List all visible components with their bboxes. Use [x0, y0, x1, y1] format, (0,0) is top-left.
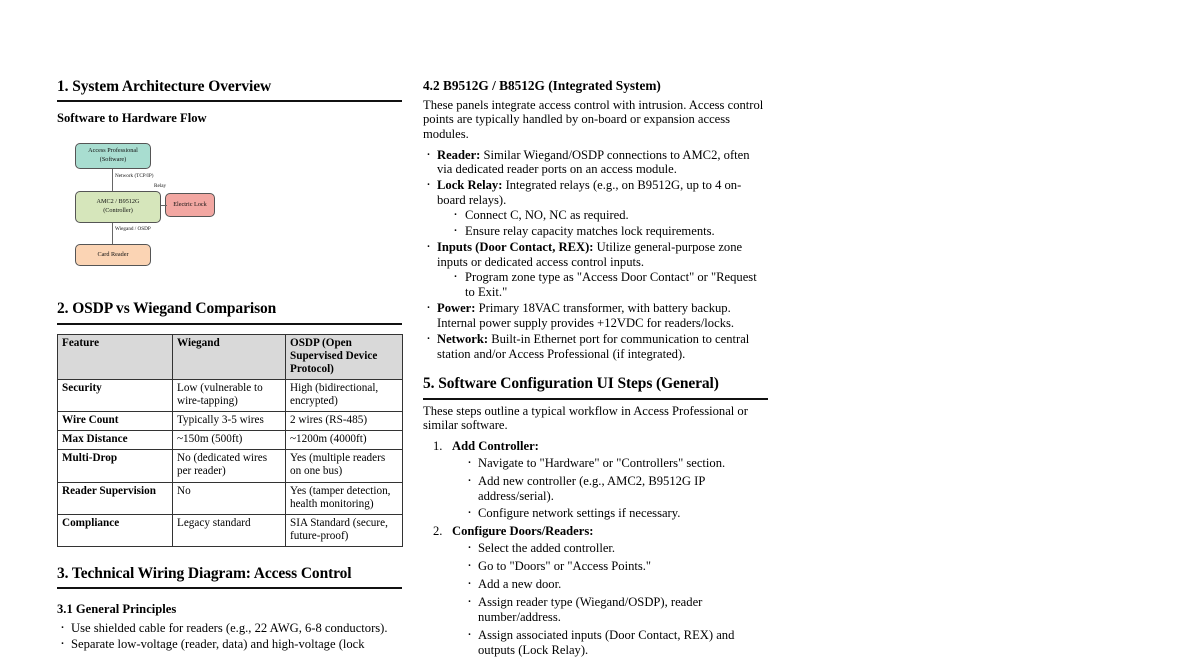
- list-item-label: Power:: [437, 300, 476, 315]
- sub-list-item: · Assign associated inputs (Door Contact, REX) and outputs (Lock Relay).: [464, 628, 768, 658]
- section-5-paragraph: These steps outline a typical workflow in Access Professional or similar software.: [423, 403, 748, 433]
- table-header-osdp: OSDP (Open Supervised Device Protocol): [286, 334, 403, 379]
- section-5-heading: 5. Software Configuration UI Steps (General): [423, 375, 768, 399]
- list-item-text: Primary 18VAC transformer, with battery backup. Internal power supply provides +12VDC for readers/locks.: [437, 300, 735, 330]
- table-header-row: [58, 334, 403, 379]
- section-1-heading: 1. System Architecture Overview: [57, 78, 402, 102]
- sub-list-item: · Select the added controller.: [464, 541, 768, 556]
- cell-wiegand: Legacy standard: [173, 514, 286, 546]
- sub-list-item: · Add a new door.: [464, 577, 768, 592]
- software-to-hardware-flow-heading: Software to Hardware Flow: [57, 111, 207, 126]
- node-lock-line1: Electric Lock: [173, 200, 207, 208]
- sub-list-item: · Ensure relay capacity matches lock requirements.: [451, 224, 768, 239]
- table-row: [58, 431, 403, 450]
- table-row: [58, 412, 403, 431]
- node-software-line1: Access Professional: [88, 147, 138, 155]
- section-3-1-heading: 3.1 General Principles: [57, 602, 177, 617]
- list-item-label: Reader:: [437, 147, 481, 162]
- sub-list-item: · Connect C, NO, NC as required.: [451, 208, 768, 223]
- node-software-line2: (Software): [99, 156, 127, 164]
- table-header-feature: Feature: [58, 334, 173, 379]
- list-item-label: Lock Relay:: [437, 178, 503, 193]
- cell-feature: Multi-Drop: [58, 450, 173, 482]
- table-header-wiegand: Wiegand: [173, 334, 286, 379]
- diagram-edge-software-to-controller: [112, 169, 113, 191]
- step-label: Add Controller:: [452, 438, 539, 453]
- diagram-node-software: [75, 143, 151, 169]
- list-item: [423, 301, 768, 331]
- architecture-flow-diagram: [57, 139, 402, 271]
- table-row: [58, 379, 403, 411]
- sub-list-item: · Navigate to "Hardware" or "Controllers" section.: [464, 456, 768, 471]
- cell-wiegand: Typically 3-5 wires: [173, 412, 286, 431]
- cell-wiegand: ~150m (500ft): [173, 431, 286, 450]
- sub-list: [452, 456, 768, 522]
- node-controller-line2: (Controller): [103, 207, 133, 215]
- sub-list-item: · Assign reader type (Wiegand/OSDP), reader number/address.: [464, 595, 768, 625]
- list-item-label: Network:: [437, 331, 489, 346]
- diagram-node-controller: [75, 191, 161, 223]
- integrated-system-list: [423, 148, 768, 362]
- list-item-label: Inputs (Door Contact, REX):: [437, 240, 594, 255]
- sub-list-item: · Program zone type as "Access Door Contact" or "Request to Exit.": [451, 270, 768, 300]
- section-2-heading: 2. OSDP vs Wiegand Comparison: [57, 300, 402, 324]
- diagram-node-electric-lock: [165, 193, 215, 217]
- list-item: · Use shielded cable for readers (e.g., 22 AWG, 6-8 conductors).: [57, 621, 402, 636]
- sub-list-item: · Go to "Doors" or "Access Points.": [464, 559, 768, 574]
- list-item: [423, 148, 768, 178]
- cell-osdp: High (bidirectional, encrypted): [286, 379, 403, 411]
- step-label: Configure Doors/Readers:: [452, 524, 594, 539]
- software-config-steps-list: [423, 439, 768, 658]
- sub-list-item: · Configure network settings if necessary.: [464, 506, 768, 521]
- list-item-text: Integrated relays (e.g., on B9512G, up to 4 on-board relays).: [437, 178, 742, 208]
- list-item: [423, 332, 768, 362]
- diagram-label-network: Network (TCP/IP): [115, 173, 154, 180]
- cell-feature: Max Distance: [58, 431, 173, 450]
- section-4-2-heading: 4.2 B9512G / B8512G (Integrated System): [423, 78, 661, 93]
- cell-feature: Security: [58, 379, 173, 411]
- node-controller-line1: AMC2 / B9512G: [96, 198, 140, 206]
- sub-list: [452, 541, 768, 657]
- diagram-edge-controller-to-lock: [161, 205, 167, 206]
- left-column: [57, 78, 402, 654]
- right-column: [423, 78, 768, 661]
- cell-osdp: 2 wires (RS-485): [286, 412, 403, 431]
- cell-feature: Wire Count: [58, 412, 173, 431]
- step-item: [423, 524, 768, 657]
- list-item: · Separate low-voltage (reader, data) and high-voltage (lock: [57, 637, 402, 652]
- section-4-2-paragraph: These panels integrate access control with intrusion. Access control points are typically handled by on-board or expansion access modules.: [423, 97, 764, 142]
- cell-osdp: Yes (tamper detection, health monitoring): [286, 482, 403, 514]
- sub-list: [437, 270, 768, 300]
- list-item: [423, 240, 768, 300]
- cell-wiegand: Low (vulnerable to wire-tapping): [173, 379, 286, 411]
- sub-list-item: · Add new controller (e.g., AMC2, B9512G IP address/serial).: [464, 474, 768, 504]
- cell-wiegand: No: [173, 482, 286, 514]
- cell-feature: Reader Supervision: [58, 482, 173, 514]
- table-row: [58, 514, 403, 546]
- sub-list: [437, 208, 768, 239]
- section-3-heading: 3. Technical Wiring Diagram: Access Control: [57, 565, 402, 589]
- list-item-text: Utilize general-purpose zone inputs or dedicated access control inputs.: [437, 240, 743, 269]
- step-item: [423, 439, 768, 522]
- table-row: [58, 482, 403, 514]
- cell-wiegand: No (dedicated wires per reader): [173, 450, 286, 482]
- list-item-text: Built-in Ethernet port for communication to central station and/or Access Professional (if integrated).: [437, 331, 750, 361]
- diagram-node-card-reader: [75, 244, 151, 266]
- diagram-edge-controller-to-reader: [112, 223, 113, 244]
- osdp-wiegand-comparison-table: [57, 334, 403, 547]
- cell-osdp: SIA Standard (secure, future-proof): [286, 514, 403, 546]
- list-item-text: Similar Wiegand/OSDP connections to AMC2, often via dedicated reader ports on an access module.: [437, 147, 750, 177]
- cell-osdp: Yes (multiple readers on one bus): [286, 450, 403, 482]
- cell-osdp: ~1200m (4000ft): [286, 431, 403, 450]
- diagram-label-wiegand: Wiegand / OSDP: [115, 226, 151, 233]
- cell-feature: Compliance: [58, 514, 173, 546]
- diagram-label-relay: Relay: [154, 183, 167, 190]
- table-row: [58, 450, 403, 482]
- list-item: [423, 178, 768, 239]
- node-reader-line1: Card Reader: [97, 250, 129, 258]
